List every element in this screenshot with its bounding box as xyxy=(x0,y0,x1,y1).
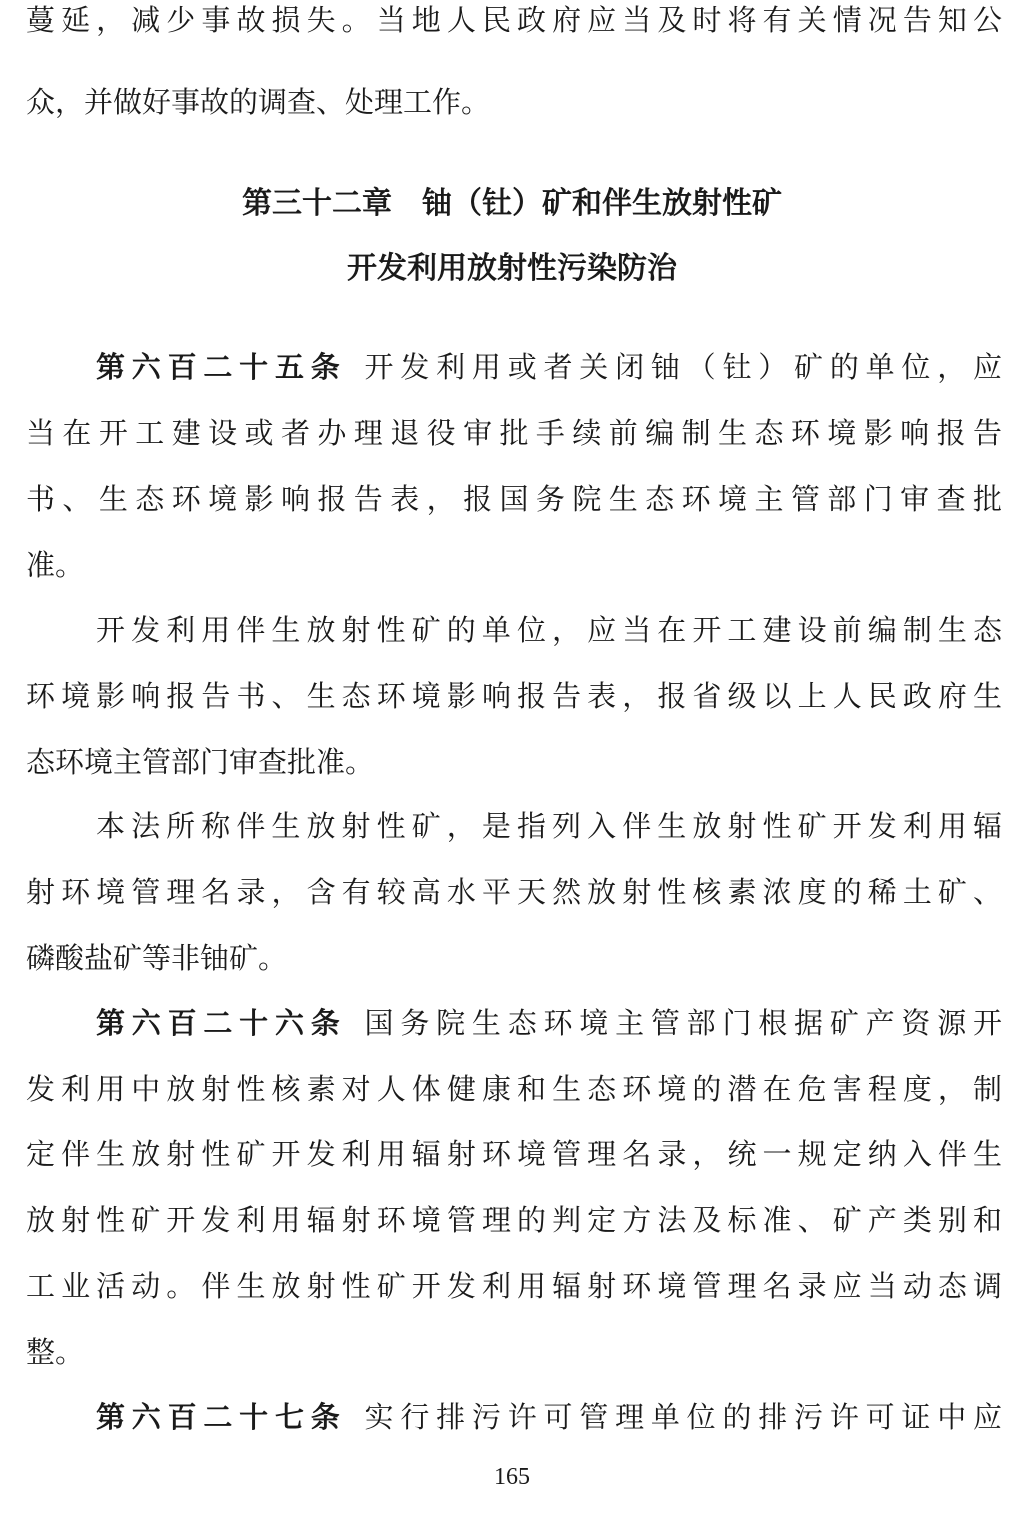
article-label: 第六百二十七条 xyxy=(96,1400,347,1434)
article-first-line xyxy=(96,1003,1002,1043)
article-first-line xyxy=(96,347,1002,387)
text-line: 书、生态环境影响报告表，报国务院生态环境主管部门审查批 xyxy=(26,482,1002,516)
text-line: 射环境管理名录，含有较高水平天然放射性核素浓度的稀土矿、 xyxy=(26,875,1002,909)
article-text: 开发利用或者关闭铀（钍）矿的单位，应 xyxy=(364,350,1002,384)
chapter-title: 第三十二章 铀（钍）矿和伴生放射性矿 xyxy=(242,186,782,221)
text-line: 当在开工建设或者办理退役审批手续前编制生态环境影响报告 xyxy=(26,416,1002,450)
text-line: 准。 xyxy=(26,548,85,582)
article-first-line xyxy=(96,1397,1002,1437)
article-label: 第六百二十五条 xyxy=(96,350,347,384)
article-text: 实行排污许可管理单位的排污许可证中应 xyxy=(364,1400,1002,1434)
paragraph-first-line: 开发利用伴生放射性矿的单位，应当在开工建设前编制生态 xyxy=(96,613,1002,647)
chapter-subtitle: 开发利用放射性污染防治 xyxy=(347,251,677,286)
paragraph-first-line: 本法所称伴生放射性矿，是指列入伴生放射性矿开发利用辐 xyxy=(96,809,1002,843)
text-line: 蔓延，减少事故损失。当地人民政府应当及时将有关情况告知公 xyxy=(26,3,1002,37)
text-line: 发利用中放射性核素对人体健康和生态环境的潜在危害程度，制 xyxy=(26,1072,1002,1106)
text-line: 放射性矿开发利用辐射环境管理的判定方法及标准、矿产类别和 xyxy=(26,1203,1002,1237)
article-label: 第六百二十六条 xyxy=(96,1006,347,1040)
page-number: 165 xyxy=(494,1464,530,1490)
text-line: 态环境主管部门审查批准。 xyxy=(26,745,375,779)
text-line: 众，并做好事故的调查、处理工作。 xyxy=(26,85,491,119)
text-line: 工业活动。伴生放射性矿开发利用辐射环境管理名录应当动态调 xyxy=(26,1269,1002,1303)
text-line: 整。 xyxy=(26,1335,85,1369)
text-line: 磷酸盐矿等非铀矿。 xyxy=(26,941,288,975)
text-line: 定伴生放射性矿开发利用辐射环境管理名录，统一规定纳入伴生 xyxy=(26,1137,1002,1171)
text-line: 环境影响报告书、生态环境影响报告表，报省级以上人民政府生 xyxy=(26,679,1002,713)
article-text: 国务院生态环境主管部门根据矿产资源开 xyxy=(364,1006,1002,1040)
